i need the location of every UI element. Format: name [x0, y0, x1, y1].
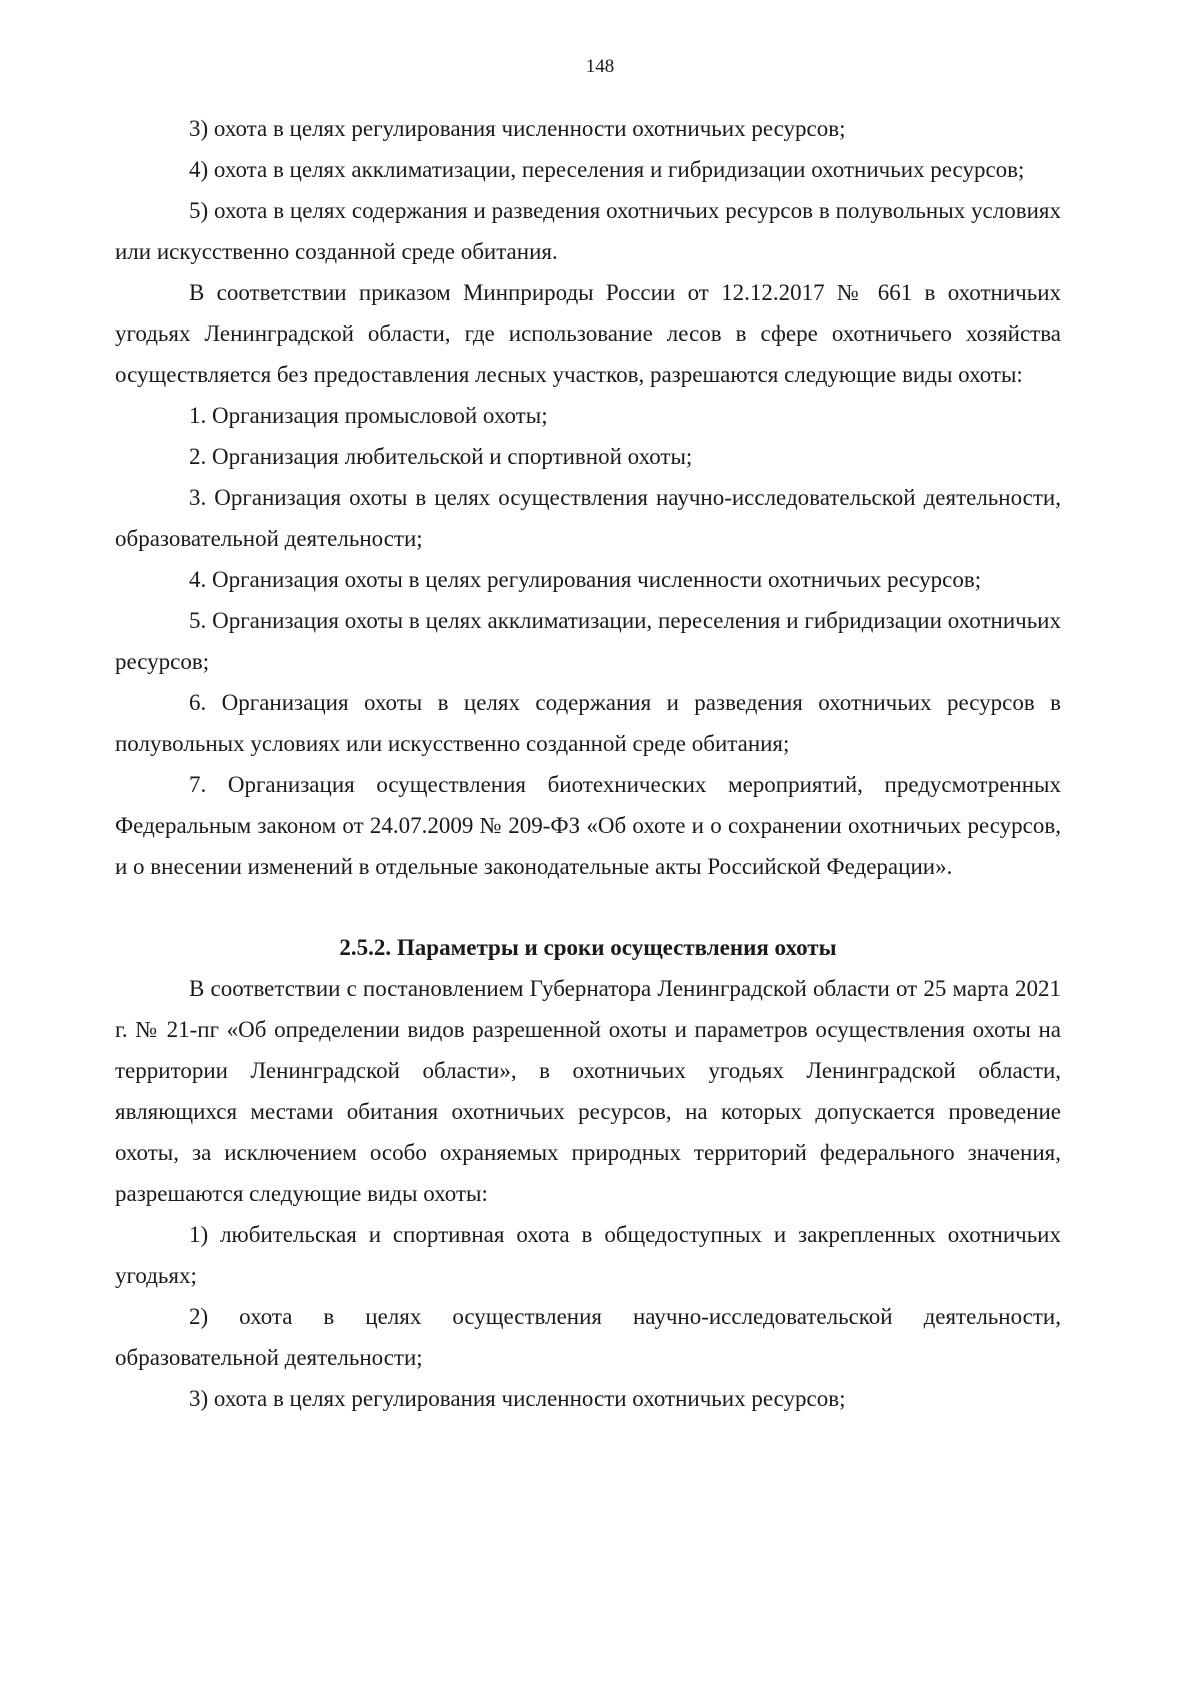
list-item: 2. Организация любительской и спортивной охоты; — [189, 444, 693, 469]
paragraph: В соответствии приказом Минприроды России от 12.12.2017 № 661 в охотничьих угодьях Ленинградской области, где использование лесов в сфере охотничьего хозяйства осуществляется без предоставления лесных участков, разрешаются следующие виды охоты: — [115, 280, 1061, 387]
paragraph: 4) охота в целях акклиматизации, переселения и гибридизации охотничьих ресурсов; — [189, 157, 1025, 182]
list-item: 4. Организация охоты в целях регулирования численности охотничьих ресурсов; — [189, 567, 982, 592]
section-heading: 2.5.2. Параметры и сроки осуществления охоты — [339, 935, 837, 960]
paragraph: 5) охота в целях содержания и разведения охотничьих ресурсов в полувольных условиях или искусственно созданной среде обитания. — [115, 198, 1061, 264]
paragraph: В соответствии с постановлением Губернатора Ленинградской области от 25 марта 2021 г. № 21-пг «Об определении видов разрешенной охоты и параметров осуществления охоты на территории Ленинградской области», в охотничьих угодьях Ленинградской области, являющихся местами обитания охотничьих ресурсов, на которых допускается проведение охоты, за исключением особо охраняемых природных территорий федерального значения, разрешаются следующие виды охоты: — [115, 976, 1061, 1206]
list-item: 7. Организация осуществления биотехнических мероприятий, предусмотренных Федеральным законом от 24.07.2009 № 209-ФЗ «Об охоте и о сохранении охотничьих ресурсов, и о внесении изменений в отдельные законодательные акты Российской Федерации». — [115, 772, 1061, 879]
list-item: 1. Организация промысловой охоты; — [189, 403, 548, 428]
list-item: 3. Организация охоты в целях осуществления научно-исследовательской деятельности, образовательной деятельности; — [115, 485, 1061, 551]
paragraph: 3) охота в целях регулирования численности охотничьих ресурсов; — [189, 116, 846, 141]
list-item: 6. Организация охоты в целях содержания и разведения охотничьих ресурсов в полувольных условиях или искусственно созданной среде обитания; — [115, 690, 1061, 756]
list-item: 1) любительская и спортивная охота в общедоступных и закрепленных охотничьих угодьях; — [115, 1222, 1061, 1288]
page-number: 148 — [585, 56, 615, 77]
list-item: 2) охота в целях осуществления научно-исследовательской деятельности, образовательной деятельности; — [115, 1304, 1061, 1370]
list-item: 3) охота в целях регулирования численности охотничьих ресурсов; — [189, 1386, 846, 1411]
list-item: 5. Организация охоты в целях акклиматизации, переселения и гибридизации охотничьих ресурсов; — [115, 608, 1061, 674]
document-body — [115, 108, 1061, 1419]
